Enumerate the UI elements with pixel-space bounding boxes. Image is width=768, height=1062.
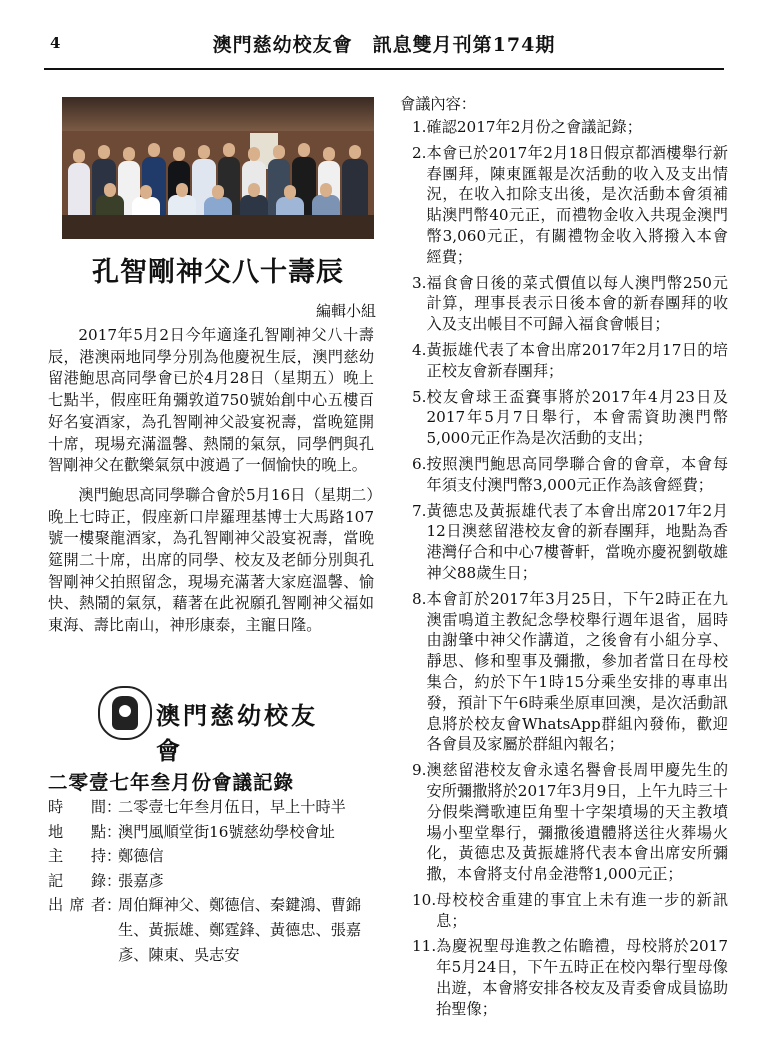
info-value: 張嘉彥 xyxy=(118,871,164,890)
association-seal-icon xyxy=(98,686,152,740)
info-label: 記錄 xyxy=(48,871,106,890)
article-paragraph: 2017年5月2日今年適逢孔智剛神父八十壽辰，港澳兩地同學分別為他慶祝生辰，澳門慈幼留港鮑思高同學會已於4月28日（星期五）晚上七點半，假座旺角彌敦道750號始創中心五樓百好名宴酒家，為孔智剛神父設宴祝壽，當晚筵開十席，現場充滿溫馨、熱鬧的氣氛，同學們與孔智剛神父在歡樂氣氛中渡過了一個愉快的晚上。 xyxy=(48,326,374,475)
meeting-item: 10. 母校校舍重建的事宜上未有進一步的新訊息； xyxy=(412,890,728,930)
info-value: 澳門風順堂街16號慈幼學校會址 xyxy=(118,822,335,841)
info-label: 時間 xyxy=(48,798,106,816)
info-value: 二零壹七年叁月伍日，早上十時半 xyxy=(118,798,346,816)
association-logo-text: 澳門慈幼校友會 xyxy=(156,701,318,765)
article-paragraph: 澳門鮑思高同學聯合會於5月16日（星期二）晚上七時正，假座新口岸羅理基博士大馬路107號一樓聚龍酒家，為孔智剛神父設宴祝壽，當晚筵開二十席，出席的同學、校友及老師分別與孔智剛神父拍照留念，現場充滿著大家庭溫馨、愉快、熱鬧的氣氛，藉著在此祝願孔智剛神父福如東海、壽比南山，神形康泰，主寵日隆。 xyxy=(48,485,374,635)
meeting-item: 5. 校友會球王盃賽事將於2017年4月23日及2017年5月7日舉行，本會需資助澳門幣5,000元正作為是次活動的支出； xyxy=(412,387,728,448)
article-byline: 編輯小組 xyxy=(315,302,376,320)
meeting-item: 4. 黃振雄代表了本會出席2017年2月17日的培正校友會新春團拜； xyxy=(412,340,728,380)
info-label: 主持 xyxy=(48,847,106,866)
info-label: 出席者 xyxy=(48,896,106,915)
photo-floor xyxy=(62,215,374,239)
info-row-time: 時間 ： 二零壹七年叁月伍日，早上十時半 xyxy=(48,795,378,820)
meeting-item: 8. 本會訂於2017年3月25日，下午2時正在九澳雷鳴道主教紀念學校舉行週年退省，屆時由謝肇中神父作講道，之後會有小組分享、靜思、修和聖事及彌撒，參加者當日在母校集合，約於下午1時15分乘坐安排的專車出發，預計下午6時乘坐原車回澳，是次活動訊息將於校友會WhatsApp群組內發佈，歡迎各會員及家屬於群組內報名； xyxy=(412,589,728,754)
meeting-item: 2. 本會已於2017年2月18日假京都酒樓舉行新春團拜，陳東匯報是次活動的收入及支出情況，在收入扣除支出後，是次活動本會須補貼澳門幣40元正，而禮物金收入共現金澳門幣3,060元正，有關禮物金收入將撥入本會經費； xyxy=(412,143,728,266)
meeting-item: 1. 確認2017年2月份之會議記錄； xyxy=(412,118,642,136)
meeting-item: 11. 為慶祝聖母進教之佑瞻禮，母校將於2017年5月24日，下午五時正在校內舉行聖母像出遊，本會將安排各校友及青委會成員協助抬聖像； xyxy=(412,937,728,1018)
info-row-attendees: 出席者 ： 周伯輝神父、鄭德信、秦鍵鴻、曹錦生、黃振雄、鄭霆鋒、黃德忠、張嘉彥、陳東、吳志安 xyxy=(48,893,378,967)
association-logo xyxy=(98,686,328,765)
info-value: 周伯輝神父、鄭德信、秦鍵鴻、曹錦生、黃振雄、鄭霆鋒、黃德忠、張嘉彥、陳東、吳志安 xyxy=(118,896,361,964)
newsletter-title: 澳門慈幼校友會 訊息雙月刊第174期 xyxy=(212,34,556,56)
meeting-content-heading: 會議內容： xyxy=(400,95,476,113)
photo-ceiling xyxy=(62,97,374,131)
article-body xyxy=(48,325,374,645)
minutes-title: 二零壹七年叁月份會議記錄 xyxy=(48,771,295,794)
meeting-item: 9. 澳慈留港校友會永遠名譽會長周甲慶先生的安所彌撒將於2017年3月9日，上午九時三十分假柴灣歌連臣角聖十字架墳場的天主教墳場小聖堂舉行，彌撒後遺體將送往火葬場火化，黃德忠及黃振雄將代表本會出席安所彌撒，本會將支付帛金港幣1,000元正； xyxy=(412,761,728,884)
meeting-info xyxy=(48,795,378,967)
info-label: 地點 xyxy=(48,822,106,841)
info-row-chair: 主持 ： 鄭德信 xyxy=(48,844,378,869)
info-row-recorder: 記錄 ： 張嘉彥 xyxy=(48,869,378,894)
group-photo xyxy=(62,97,374,239)
page-number: 4 xyxy=(50,34,61,52)
info-value: 鄭德信 xyxy=(118,847,164,866)
meeting-items xyxy=(412,117,728,1025)
article-title: 孔智剛神父八十壽辰 xyxy=(92,257,344,288)
meeting-item: 7. 黃德忠及黃振雄代表了本會出席2017年2月12日澳慈留港校友會的新春團拜，地點為香港灣仔合和中心7樓薈軒，當晚亦慶祝劉敬雄神父88歲生日； xyxy=(412,501,728,582)
meeting-item: 6. 按照澳門鮑思高同學聯合會的會章，本會每年須支付澳門幣3,000元正作為該會經費； xyxy=(412,454,728,494)
meeting-item: 3. 福食會日後的菜式價值以每人澳門幣250元計算，理事長表示日後本會的新春團拜的收入及支出帳目不可歸入福食會帳目； xyxy=(412,273,728,334)
header-divider xyxy=(44,68,724,70)
info-row-place: 地點 ： 澳門風順堂街16號慈幼學校會址 xyxy=(48,820,378,845)
